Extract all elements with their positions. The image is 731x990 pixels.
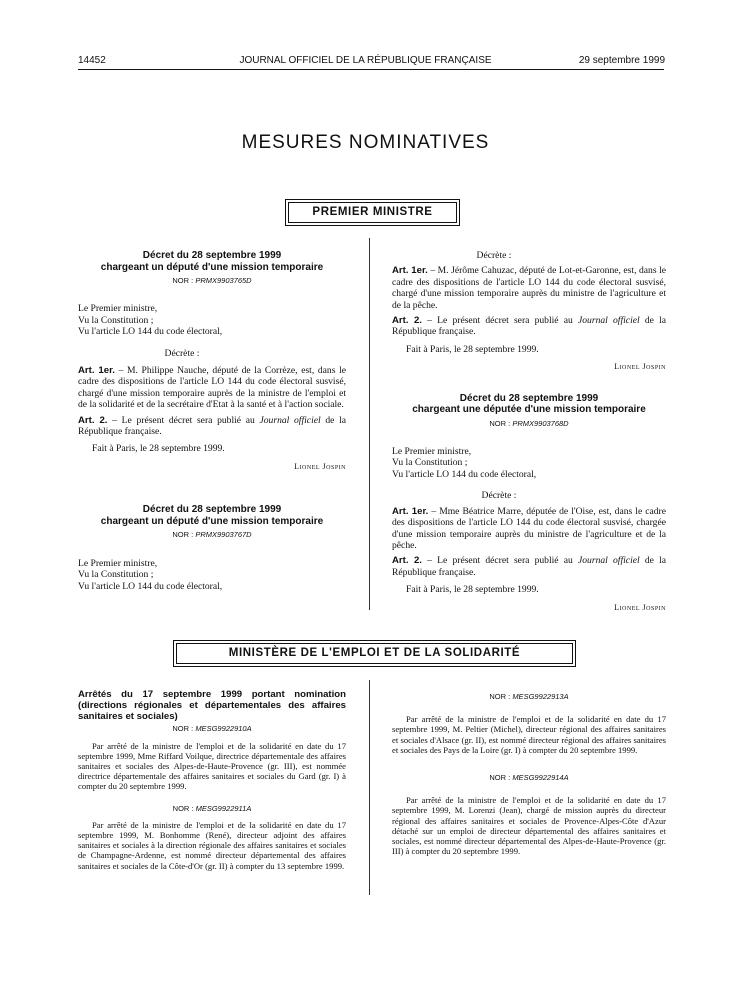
decree-title: Décret du 28 septembre 1999 <box>142 250 282 261</box>
preamble: Vu l'article LO 144 du code électoral, <box>392 468 537 480</box>
preamble: Vu l'article LO 144 du code électoral, <box>78 580 223 592</box>
header-rule <box>78 69 664 70</box>
section-title: PREMIER MINISTRE <box>288 202 457 223</box>
arrete-text: Par arrêté de la ministre de l'emploi et de la solidarité en date du 17 septembre 1999, M. Lorenzi (Jean), chargé de mission auprès du directeur régional des affaires sanitaires et sociales de Provence-Alpes-Côte d'Azur détaché sur un emploi de directeur départemental des affaires sanitaires et sociales, est nommé directeur départemental des Alpes-de-Haute-Provence (gr. III) à compter du 20 septembre 1999. <box>392 795 666 857</box>
preamble: Vu la Constitution ; <box>392 457 468 469</box>
nor-reference: NOR : PRMX9903767D <box>172 530 252 540</box>
left-column <box>78 250 346 592</box>
preamble: Le Premier ministre, <box>78 557 158 569</box>
article-1: Art. 1er. – M. Jérôme Cahuzac, député de Lot-et-Garonne, est, dans le cadre des dispositions de l'article LO 144 du code électoral susvisé, chargé d'une mission temporaire auprès du ministre de l'agriculture et de la pêche. <box>392 265 666 311</box>
decree-subtitle: chargeant un député d'une mission temporaire <box>100 261 324 273</box>
right-column <box>392 250 666 613</box>
nor-reference: NOR : MESG9922914A <box>489 773 569 783</box>
decrete: Décrète : <box>164 347 200 359</box>
column-divider <box>369 238 370 610</box>
nor-reference: NOR : MESG9922911A <box>172 803 252 813</box>
decree-title: Décret du 28 septembre 1999 <box>142 504 282 516</box>
section-title: MINISTÈRE DE L'EMPLOI ET DE LA SOLIDARITÉ <box>176 643 573 664</box>
article-1: Art. 1er. – M. Philippe Nauche, député de la Corrèze, est, dans le cadre des dispositions de l'article LO 144 du code électoral susvisé, chargé d'une mission temporaire auprès de la ministre de l'emploi et de la solidarité et de la secrétaire d'Etat à la santé et à l'action sociale. <box>78 365 346 411</box>
done-at: Fait à Paris, le 28 septembre 1999. <box>92 443 225 455</box>
done-at: Fait à Paris, le 28 septembre 1999. <box>406 584 539 596</box>
right-column <box>392 690 666 856</box>
decrete: Décrète : <box>481 490 517 502</box>
article-2: Art. 2. – Le présent décret sera publié au Journal officiel de la République française. <box>78 414 346 438</box>
article-2: Art. 2. – Le présent décret sera publié au Journal officiel de la République française. <box>392 555 666 578</box>
nor-reference: NOR : MESG9922913A <box>489 692 569 701</box>
arretes-title: Arrêtés du 17 septembre 1999 portant nomination (directions régionales et départementales des affaires sanitaires et sociales) <box>78 689 346 722</box>
section-title-box <box>173 640 576 667</box>
done-at: Fait à Paris, le 28 septembre 1999. <box>406 343 539 355</box>
header-date: 29 septembre 1999 <box>578 55 665 66</box>
journal-title: JOURNAL OFFICIEL DE LA RÉPUBLIQUE FRANÇAISE <box>239 55 492 66</box>
column-divider <box>369 680 370 895</box>
signature: Lionel Jospin <box>614 362 666 372</box>
preamble: Le Premier ministre, <box>78 303 158 315</box>
page-number: 14452 <box>78 55 106 66</box>
decree-subtitle: chargeant une députée d'une mission temporaire <box>412 404 646 416</box>
arrete-text: Par arrêté de la ministre de l'emploi et de la solidarité en date du 17 septembre 1999, M. Peltier (Michel), directeur régional des affaires sanitaires et sociales d'Alsace (gr. II), est nommé directeur régional des affaires sanitaires et sociales des Pays de la Loire (gr. I) à compter du 20 septembre 1999. <box>392 714 666 755</box>
preamble: Vu la Constitution ; <box>78 569 154 581</box>
nor-reference: NOR : MESG9922910A <box>172 724 252 734</box>
article-1: Art. 1er. – Mme Béatrice Marre, députée de l'Oise, est, dans le cadre des dispositions de l'article LO 144 du code électoral susvisé, chargée d'une mission temporaire auprès du ministre de l'agriculture et de la pêche. <box>392 505 666 551</box>
decree-subtitle: chargeant un député d'une mission temporaire <box>100 515 324 527</box>
signature: Lionel Jospin <box>614 602 666 612</box>
decree-title: Décret du 28 septembre 1999 <box>459 392 599 404</box>
arrete-text: Par arrêté de la ministre de l'emploi et de la solidarité en date du 17 septembre 1999, Mme Riffard Voilque, directrice départementale des affaires sanitaires et sociales des Alpes-de-Haute-Provence (gr. III), est nommée directrice départementale des affaires sanitaires et sociales du Gard (gr. I) à compter du 20 septembre 1999. <box>78 740 346 792</box>
arrete-text: Par arrêté de la ministre de l'emploi et de la solidarité en date du 17 septembre 1999, M. Bonhomme (René), directeur adjoint des affaires sanitaires et sociales à la direction régionale des affaires sanitaires et sociales de Champagne-Ardenne, est nommé directeur départemental des affaires sanitaires et sociales de la Côte-d'Or (gr. II) à compter du 13 septembre 1999. <box>78 819 346 871</box>
left-column <box>78 690 346 871</box>
nor-reference: NOR : PRMX9903768D <box>489 418 569 428</box>
article-2: Art. 2. – Le présent décret sera publié au Journal officiel de la République française. <box>392 315 666 338</box>
preamble: Le Premier ministre, <box>392 446 472 458</box>
decrete: Décrète : <box>476 250 512 261</box>
preamble: Vu la Constitution ; <box>78 314 154 326</box>
signature: Lionel Jospin <box>294 461 346 471</box>
section-title-box <box>285 199 460 226</box>
nor-reference: NOR : PRMX9903765D <box>172 276 252 285</box>
main-title: MESURES NOMINATIVES <box>241 132 490 153</box>
preamble: Vu l'article LO 144 du code électoral, <box>78 326 223 338</box>
